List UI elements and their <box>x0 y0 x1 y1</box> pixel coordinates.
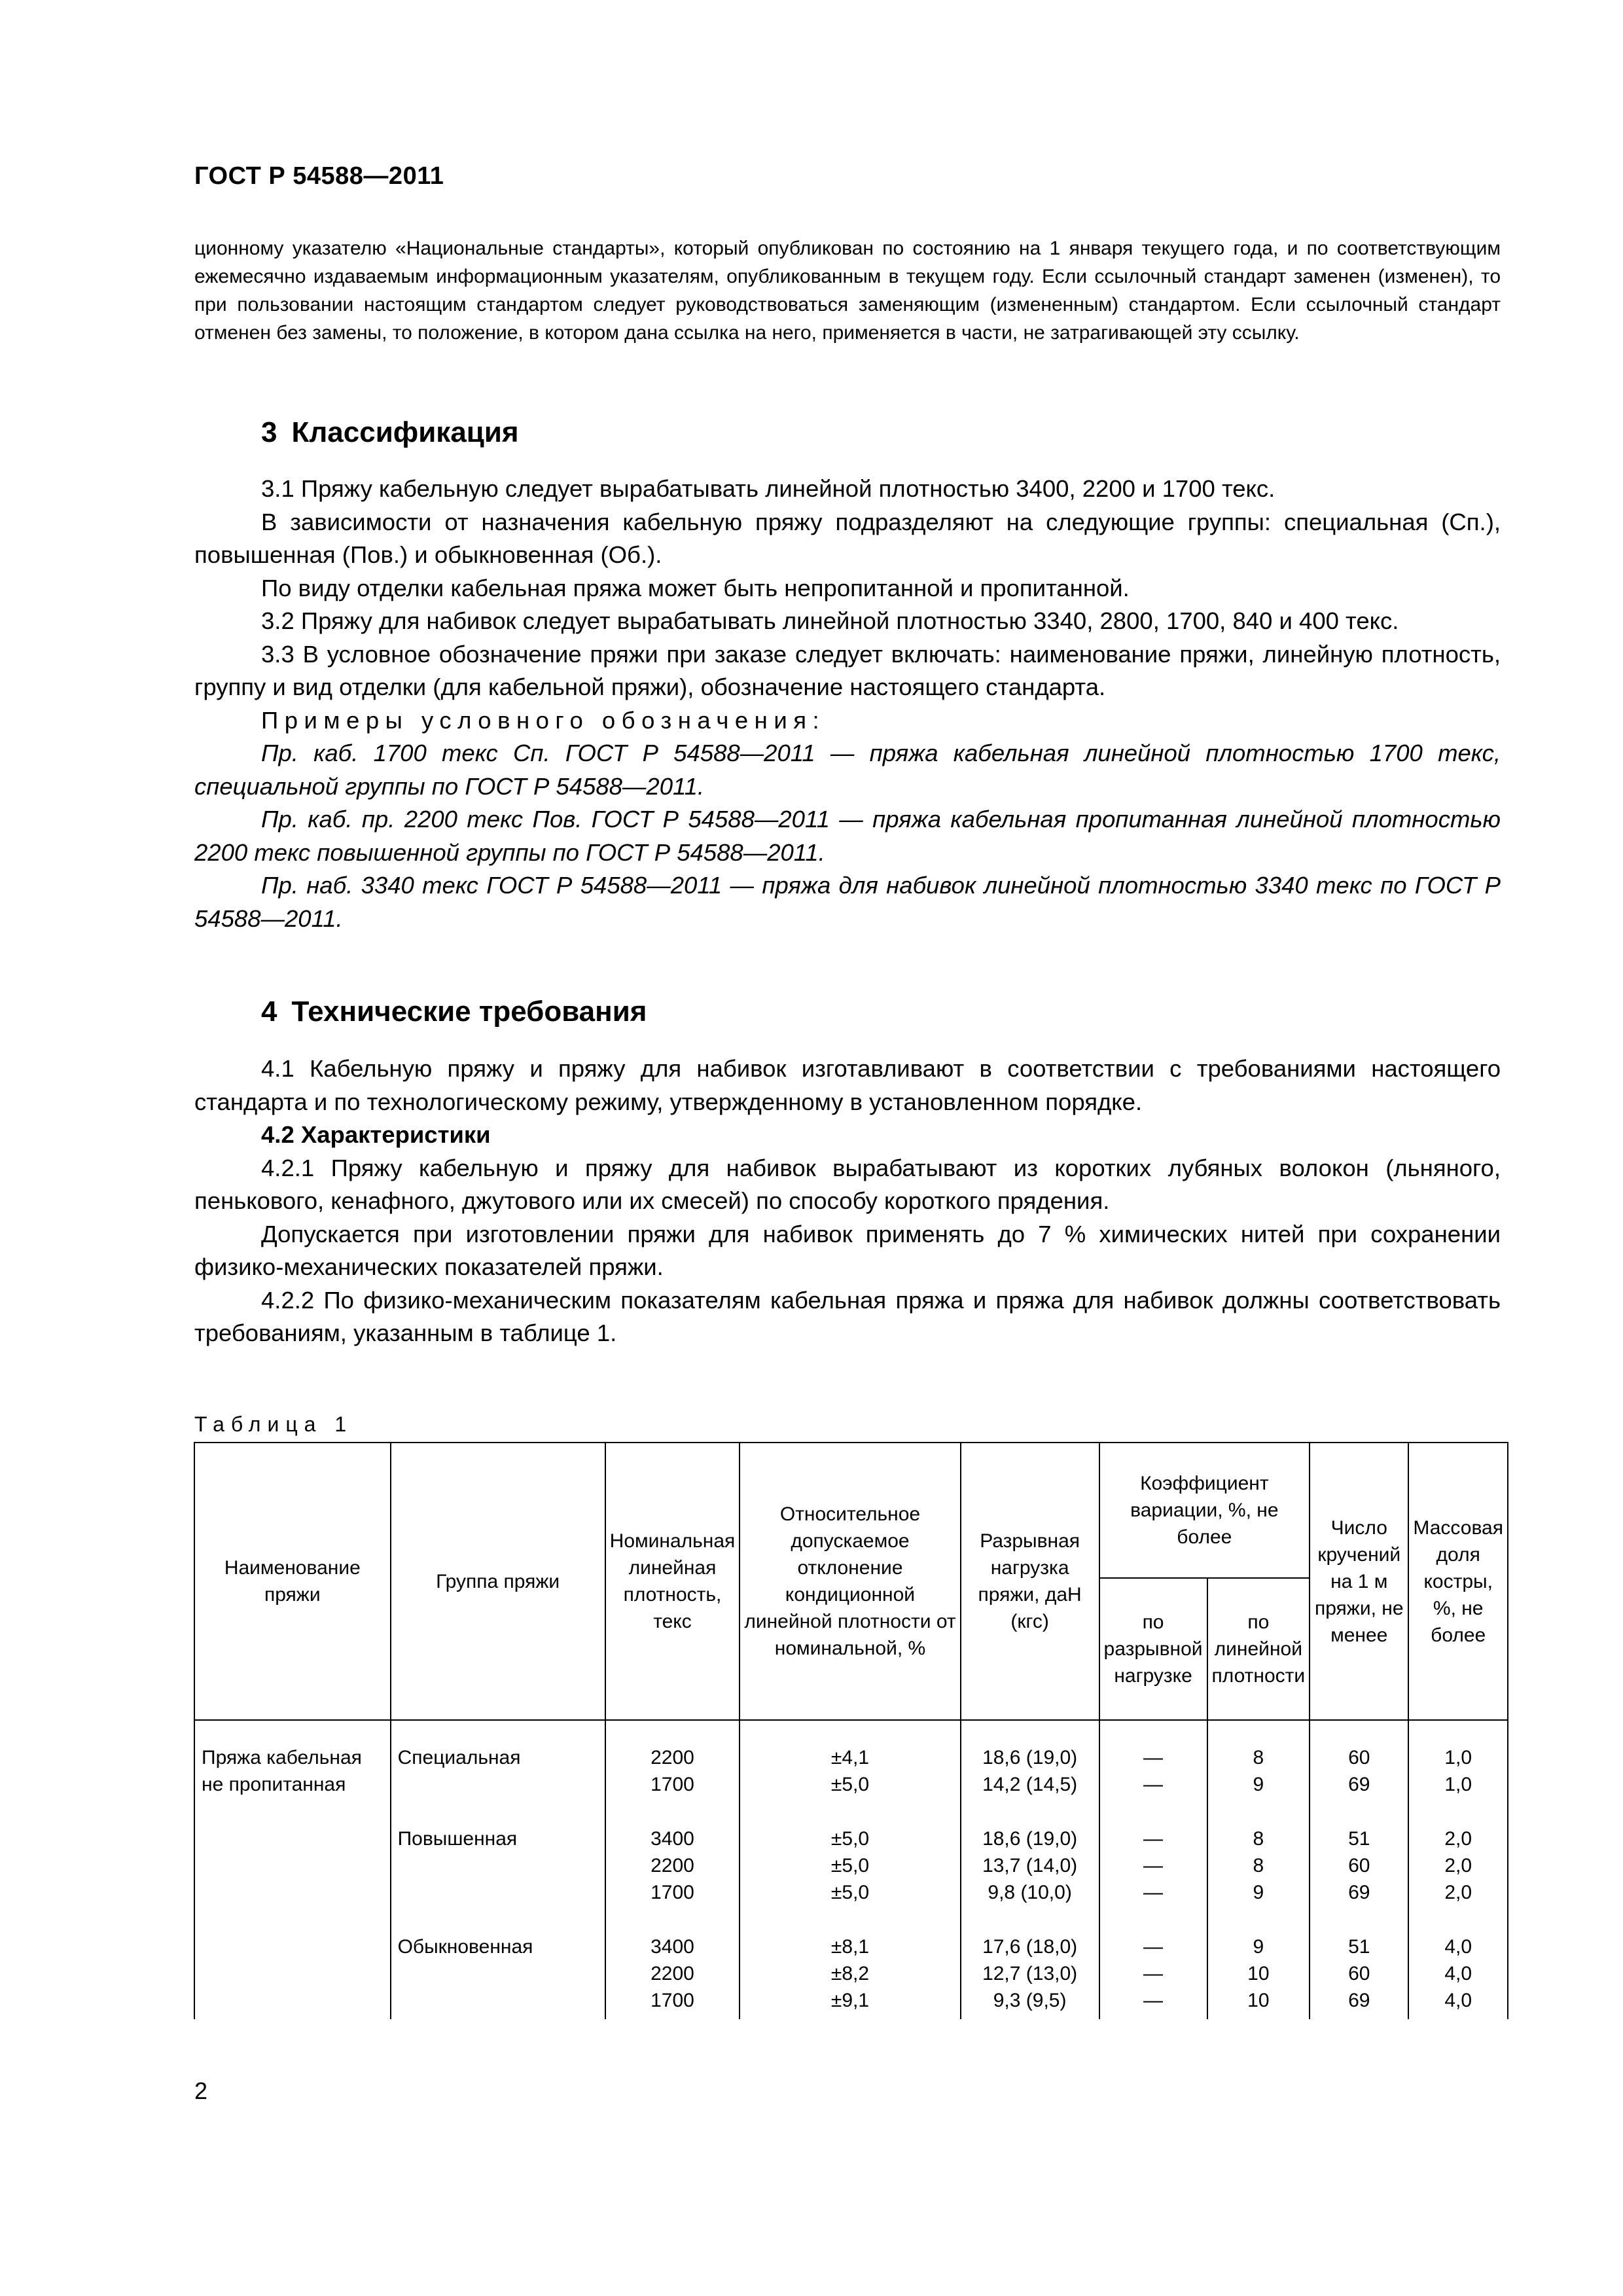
density-cell: 1700 <box>605 1987 740 2019</box>
header-density: Номинальная линейная плотность, текс <box>605 1443 740 1720</box>
shive-cell: 1,0 <box>1408 1720 1508 1771</box>
cv-density-cell: 9 <box>1207 1771 1310 1798</box>
table-row <box>194 1960 1508 1987</box>
cv-load-cell: — <box>1099 1771 1207 1798</box>
load-cell: 9,3 (9,5) <box>961 1987 1099 2019</box>
shive-cell: 2,0 <box>1408 1852 1508 1879</box>
table-row <box>194 1720 1508 1771</box>
section-4-body <box>194 1052 1501 1350</box>
deviation-cell: ±8,2 <box>740 1960 960 1987</box>
cv-load-cell: — <box>1099 1906 1207 1960</box>
cv-load-cell: — <box>1099 1987 1207 2019</box>
deviation-cell: ±5,0 <box>740 1852 960 1879</box>
load-cell: 13,7 (14,0) <box>961 1852 1099 1879</box>
cv-load-cell: — <box>1099 1720 1207 1771</box>
paragraph: 3.3 В условное обозначение пряжи при заказе следует включать: наименование пряжи, линейную плотность, группу и вид отделки (для кабельной пряжи), обозначение настоящего стандарта. <box>194 640 1501 700</box>
header-cv-density: по линейной плотности <box>1207 1578 1310 1720</box>
cv-density-cell: 9 <box>1207 1906 1310 1960</box>
example-1: Пр. каб. 1700 текс Сп. ГОСТ Р 54588—2011 — пряжа кабельная линейной плотностью 1700 текс, специальной группы по ГОСТ Р 54588—2011. <box>194 740 1501 800</box>
deviation-cell: ±5,0 <box>740 1771 960 1798</box>
twists-cell: 69 <box>1310 1771 1408 1798</box>
twists-cell: 60 <box>1310 1960 1408 1987</box>
deviation-cell: ±4,1 <box>740 1720 960 1771</box>
paragraph: 3.2 Пряжу для набивок следует вырабатывать линейной плотностью 3340, 2800, 1700, 840 и 400 текс. <box>261 607 1399 634</box>
density-cell: 2200 <box>605 1852 740 1879</box>
cv-density-cell: 8 <box>1207 1720 1310 1771</box>
cv-load-cell: — <box>1099 1879 1207 1906</box>
intro-text <box>194 234 1501 347</box>
shive-cell: 2,0 <box>1408 1879 1508 1906</box>
load-cell: 9,8 (10,0) <box>961 1879 1099 1906</box>
yarn-name-cell: Пряжа кабельная не пропитанная <box>194 1720 391 2019</box>
intro-paragraph: ционному указателю «Национальные стандарты», который опубликован по состоянию на 1 января текущего года, и по соответствующим ежемесячно издаваемым информационным указателям, опубликованным в текущем году. Если ссылочный стандарт заменен (изменен), то при пользовании настоящим стандартом следует руководствоваться заменяющим (измененным) стандартом. Если ссылочный стандарт отменен без замены, то положение, в котором дана ссылка на него, применяется в части, не затрагивающей эту ссылку. <box>194 238 1501 344</box>
header-group: Группа пряжи <box>391 1443 605 1720</box>
group-cell: Обыкновенная <box>391 1906 605 1960</box>
section-3-body <box>194 473 1501 935</box>
paragraph: 4.2.2 По физико-механическим показателям кабельная пряжа и пряжа для набивок должны соответствовать требованиям, указанным в таблице 1. <box>194 1286 1501 1346</box>
example-3: Пр. наб. 3340 текс ГОСТ Р 54588—2011 — пряжа для набивок линейной плотностью 3340 текс по ГОСТ Р 54588—2011. <box>194 872 1501 932</box>
section-number: 4 <box>261 996 277 1028</box>
header-twists: Число кручений на 1 м пряжи, не менее <box>1310 1443 1408 1720</box>
section-3-heading <box>261 416 519 449</box>
table-row <box>194 1852 1508 1879</box>
document-header: ГОСТ Р 54588—2011 <box>194 162 444 190</box>
cv-density-cell: 9 <box>1207 1879 1310 1906</box>
cv-density-cell: 8 <box>1207 1852 1310 1879</box>
cv-density-cell: 10 <box>1207 1987 1310 2019</box>
group-cell <box>391 1771 605 1798</box>
shive-cell: 2,0 <box>1408 1798 1508 1852</box>
load-cell: 18,6 (19,0) <box>961 1720 1099 1771</box>
header-cv: Коэффициент вариации, %, не более <box>1099 1443 1310 1578</box>
deviation-cell: ±9,1 <box>740 1987 960 2019</box>
shive-cell: 4,0 <box>1408 1987 1508 2019</box>
table-row <box>194 1771 1508 1798</box>
cv-load-cell: — <box>1099 1960 1207 1987</box>
group-cell: Повышенная <box>391 1798 605 1852</box>
paragraph: Допускается при изготовлении пряжи для набивок применять до 7 % химических нитей при сохранении физико-механических показателей пряжи. <box>194 1220 1501 1280</box>
density-cell: 3400 <box>605 1798 740 1852</box>
twists-cell: 69 <box>1310 1879 1408 1906</box>
density-cell: 1700 <box>605 1879 740 1906</box>
load-cell: 14,2 (14,5) <box>961 1771 1099 1798</box>
density-cell: 1700 <box>605 1771 740 1798</box>
table-row <box>194 1798 1508 1852</box>
deviation-cell: ±5,0 <box>740 1798 960 1852</box>
paragraph: 3.1 Пряжу кабельную следует вырабатывать линейной плотностью 3400, 2200 и 1700 текс. <box>261 475 1275 502</box>
table-row <box>194 1879 1508 1906</box>
header-deviation: Относительное допускаемое отклонение кондиционной линейной плотности от номинальной, % <box>740 1443 960 1720</box>
example-2: Пр. каб. пр. 2200 текс Пов. ГОСТ Р 54588—2011 — пряжа кабельная пропитанная линейной плотностью 2200 текс повышенной группы по ГОСТ Р 54588—2011. <box>194 806 1501 866</box>
cv-load-cell: — <box>1099 1798 1207 1852</box>
section-title: Классификация <box>291 416 519 448</box>
density-cell: 2200 <box>605 1960 740 1987</box>
section-4-heading <box>261 996 647 1028</box>
twists-cell: 60 <box>1310 1720 1408 1771</box>
section-number: 3 <box>261 416 277 448</box>
group-cell <box>391 1852 605 1879</box>
paragraph: В зависимости от назначения кабельную пряжу подразделяют на следующие группы: специальная (Сп.), повышенная (Пов.) и обыкновенная (Об.). <box>194 508 1501 568</box>
subsection-title: 4.2 Характеристики <box>261 1121 491 1148</box>
twists-cell: 51 <box>1310 1906 1408 1960</box>
header-shive: Массовая доля костры, %, не более <box>1408 1443 1508 1720</box>
header-name: Наименование пряжи <box>194 1443 391 1720</box>
group-cell <box>391 1879 605 1906</box>
header-cv-load: по разрывной нагрузке <box>1099 1578 1207 1720</box>
table-row <box>194 1987 1508 2019</box>
deviation-cell: ±5,0 <box>740 1879 960 1906</box>
paragraph: 4.1 Кабельную пряжу и пряжу для набивок изготавливают в соответствии с требованиями настоящего стандарта и по технологическому режиму, утвержденному в установленном порядке. <box>194 1055 1501 1115</box>
cv-density-cell: 8 <box>1207 1798 1310 1852</box>
section-title: Технические требования <box>291 996 647 1028</box>
group-cell: Специальная <box>391 1720 605 1771</box>
load-cell: 12,7 (13,0) <box>961 1960 1099 1987</box>
shive-cell: 4,0 <box>1408 1960 1508 1987</box>
group-cell <box>391 1987 605 2019</box>
twists-cell: 69 <box>1310 1987 1408 2019</box>
group-cell <box>391 1960 605 1987</box>
table-row <box>194 1906 1508 1960</box>
shive-cell: 1,0 <box>1408 1771 1508 1798</box>
cv-density-cell: 10 <box>1207 1960 1310 1987</box>
cv-load-cell: — <box>1099 1852 1207 1879</box>
paragraph: 4.2.1 Пряжу кабельную и пряжу для набивок вырабатывают из коротких лубяных волокон (льняного, пенькового, кенафного, джутового или их смесей) по способу короткого прядения. <box>194 1154 1501 1214</box>
table-1 <box>194 1442 1508 2019</box>
density-cell: 2200 <box>605 1720 740 1771</box>
page-number: 2 <box>194 2077 208 2104</box>
paragraph: По виду отделки кабельная пряжа может быть непропитанной и пропитанной. <box>261 574 1130 601</box>
load-cell: 17,6 (18,0) <box>961 1906 1099 1960</box>
shive-cell: 4,0 <box>1408 1906 1508 1960</box>
twists-cell: 51 <box>1310 1798 1408 1852</box>
load-cell: 18,6 (19,0) <box>961 1798 1099 1852</box>
table-caption: Таблица 1 <box>194 1412 353 1436</box>
deviation-cell: ±8,1 <box>740 1906 960 1960</box>
density-cell: 3400 <box>605 1906 740 1960</box>
examples-title: Примеры условного обозначения: <box>261 706 826 734</box>
twists-cell: 60 <box>1310 1852 1408 1879</box>
header-load: Разрывная нагрузка пряжи, даН (кгс) <box>961 1443 1099 1720</box>
